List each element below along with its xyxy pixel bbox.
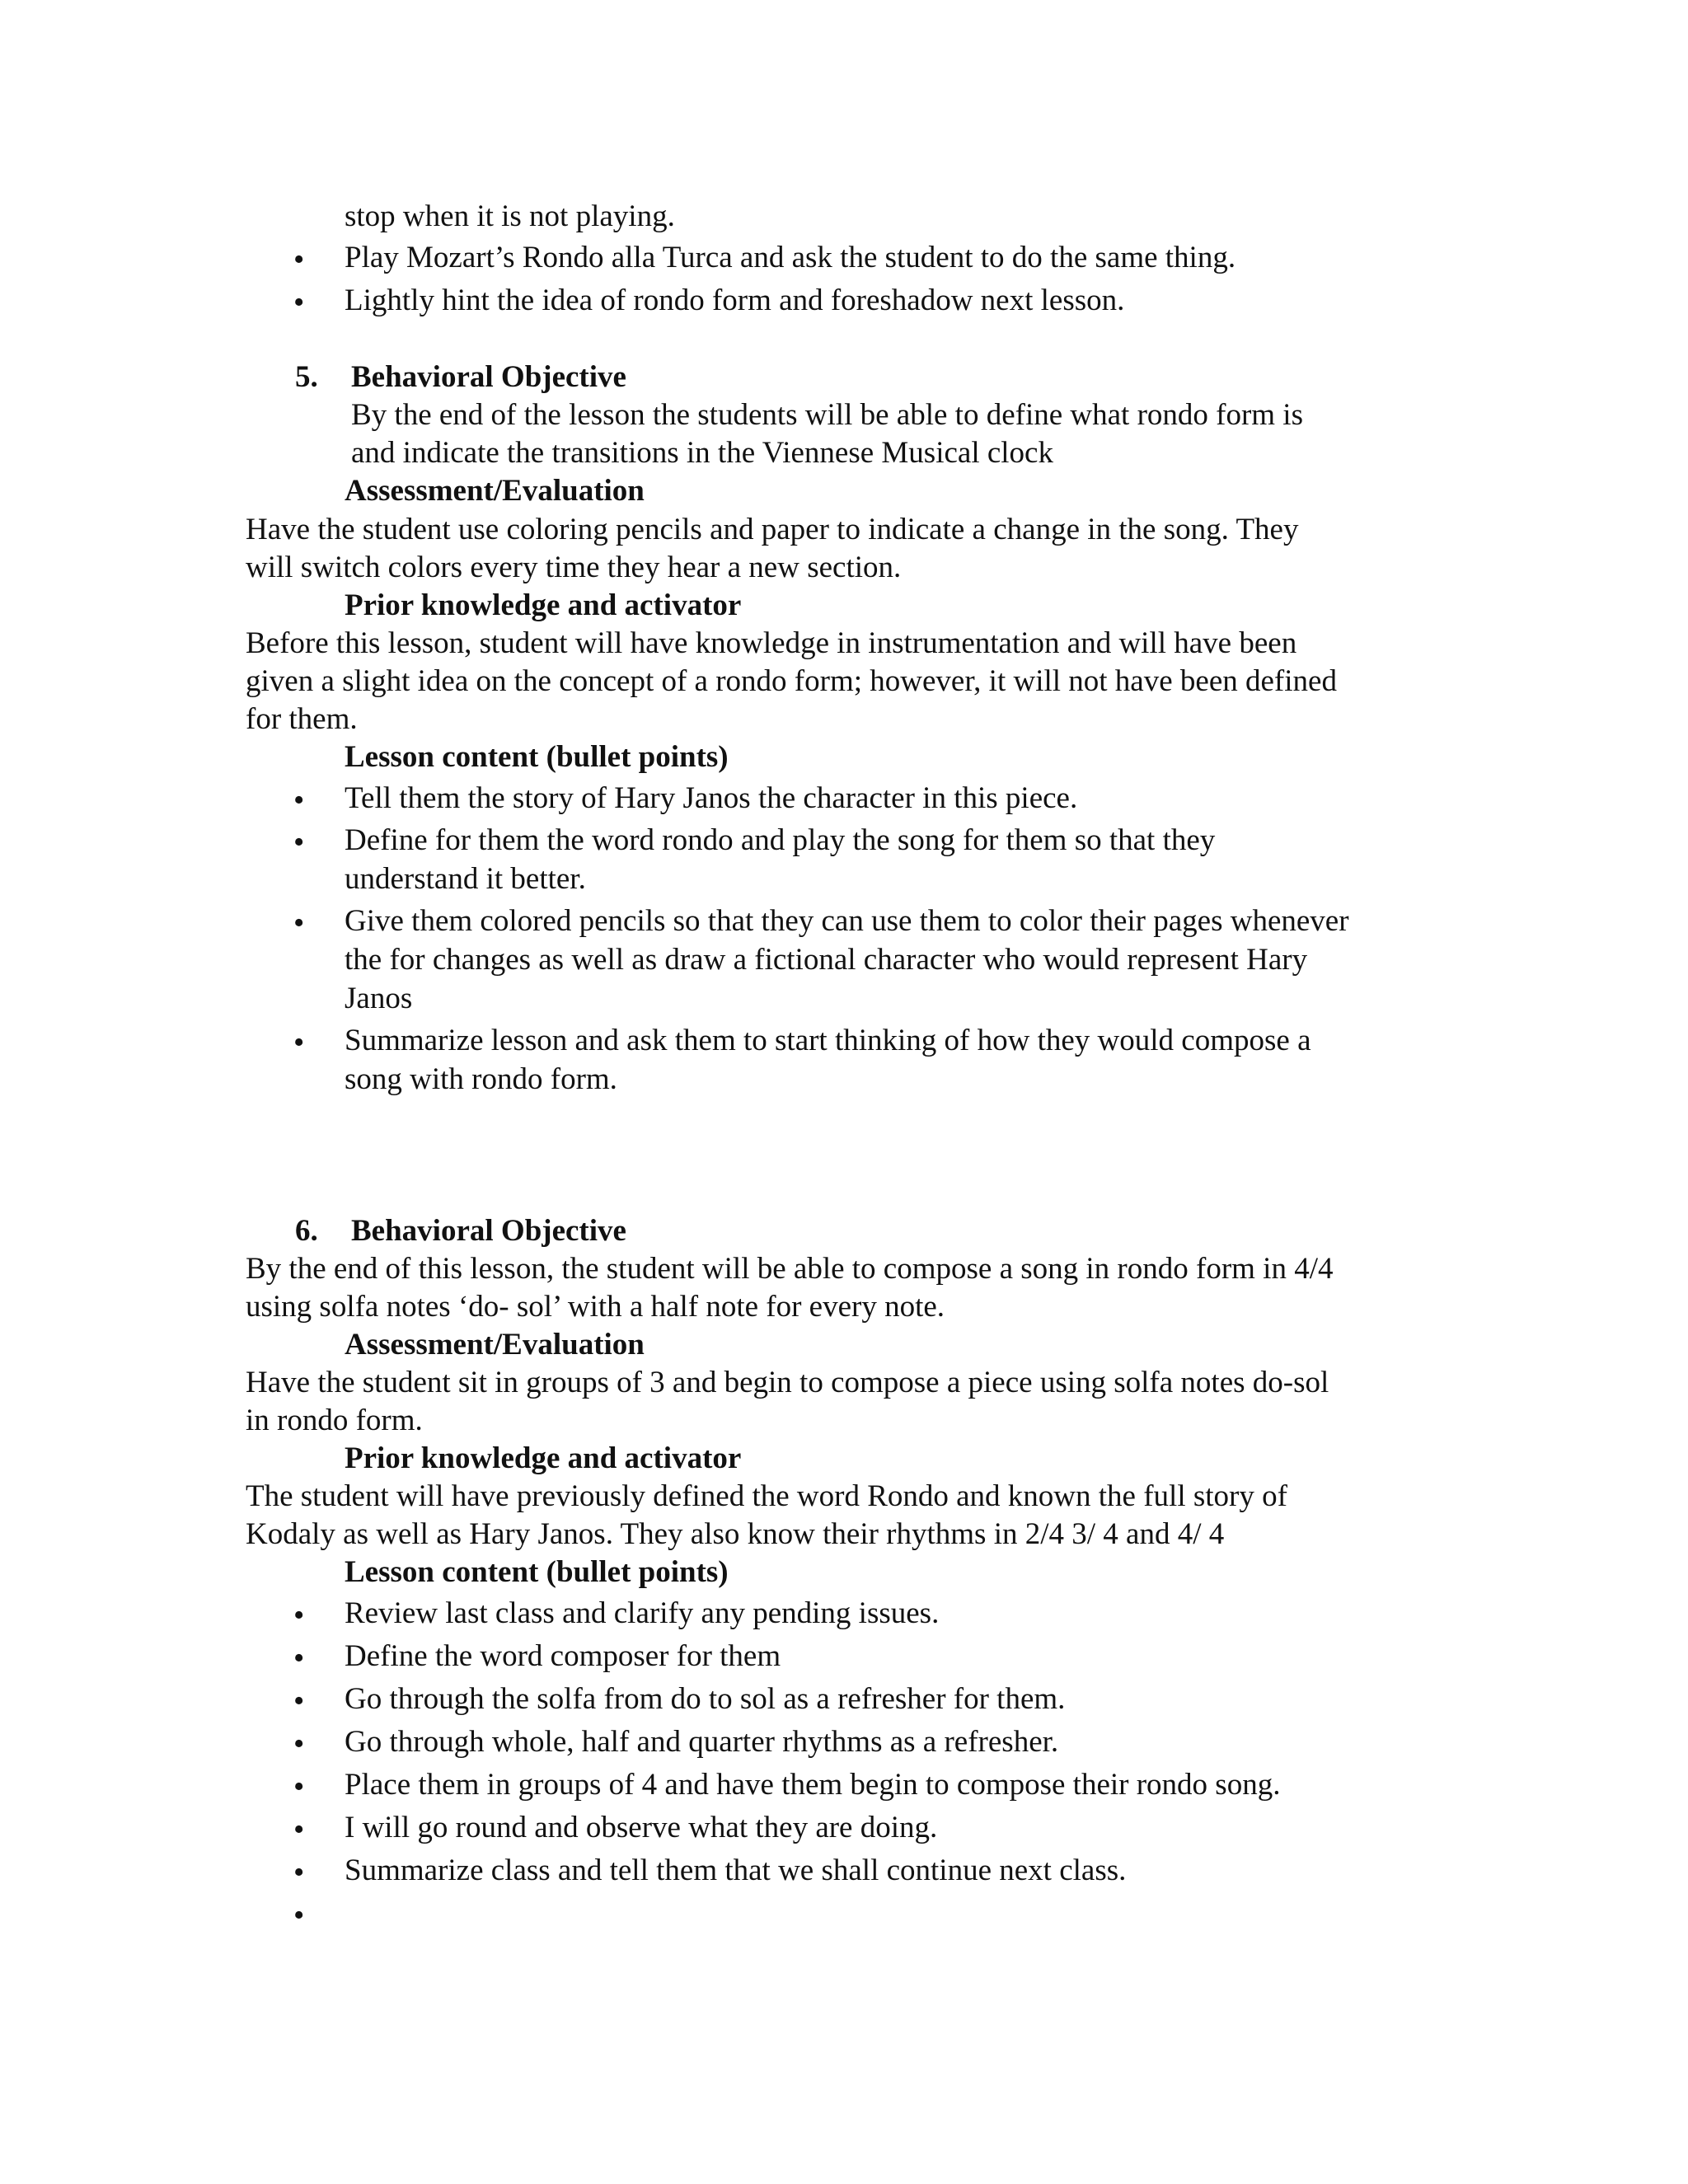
bullet-marker: • bbox=[293, 1855, 305, 1890]
section-heading: Behavioral Objective bbox=[351, 360, 626, 394]
bullet-marker: • bbox=[293, 1769, 305, 1804]
section-number: 5. bbox=[295, 360, 318, 394]
paragraph-line: in rondo form. bbox=[246, 1404, 423, 1437]
paragraph-line: The student will have previously defined the word Rondo and known the full story of bbox=[246, 1479, 1287, 1513]
bullet-marker: • bbox=[293, 1025, 305, 1060]
bullet-marker: • bbox=[293, 783, 305, 818]
list-item: Janos bbox=[345, 982, 413, 1015]
list-item: Tell them the story of Hary Janos the character in this piece. bbox=[345, 781, 1078, 815]
bullet-marker: • bbox=[293, 1812, 305, 1847]
subheading: Prior knowledge and activator bbox=[345, 1441, 742, 1475]
paragraph-line: for them. bbox=[246, 702, 358, 736]
list-item: Summarize class and tell them that we shall continue next class. bbox=[345, 1854, 1127, 1887]
subheading: Assessment/Evaluation bbox=[345, 474, 645, 508]
subheading: Assessment/Evaluation bbox=[345, 1328, 645, 1361]
objective-text: and indicate the transitions in the Viennese Musical clock bbox=[351, 436, 1053, 470]
list-item: I will go round and observe what they are doing. bbox=[345, 1811, 938, 1844]
list-item: Give them colored pencils so that they can use them to color their pages whenever bbox=[345, 904, 1349, 938]
paragraph-line: given a slight idea on the concept of a rondo form; however, it will not have been defined bbox=[246, 664, 1337, 698]
section-heading: Behavioral Objective bbox=[351, 1214, 626, 1248]
bullet-marker: • bbox=[293, 1598, 305, 1633]
paragraph-line: Before this lesson, student will have knowledge in instrumentation and will have been bbox=[246, 626, 1297, 660]
objective-text: By the end of the lesson the students will be able to define what rondo form is bbox=[351, 398, 1303, 432]
continued-line: stop when it is not playing. bbox=[345, 199, 675, 233]
bullet-marker: • bbox=[293, 285, 305, 320]
objective-text: By the end of this lesson, the student will be able to compose a song in rondo form in 4/4 bbox=[246, 1252, 1334, 1286]
list-item: understand it better. bbox=[345, 862, 586, 896]
list-item: Go through the solfa from do to sol as a refresher for them. bbox=[345, 1682, 1066, 1716]
list-item: Summarize lesson and ask them to start thinking of how they would compose a bbox=[345, 1024, 1311, 1057]
list-item: Go through whole, half and quarter rhythms as a refresher. bbox=[345, 1725, 1059, 1759]
subheading: Lesson content (bullet points) bbox=[345, 1555, 729, 1589]
list-item: Review last class and clarify any pending issues. bbox=[345, 1596, 940, 1630]
list-item: Define for them the word rondo and play the song for them so that they bbox=[345, 823, 1216, 857]
paragraph-line: Have the student use coloring pencils and paper to indicate a change in the song. They bbox=[246, 513, 1299, 546]
list-item: the for changes as well as draw a fictional character who would represent Hary bbox=[345, 943, 1308, 977]
subheading: Lesson content (bullet points) bbox=[345, 740, 729, 774]
bullet-marker: • bbox=[293, 242, 305, 277]
list-item: Lightly hint the idea of rondo form and foreshadow next lesson. bbox=[345, 284, 1125, 317]
section-number: 6. bbox=[295, 1214, 318, 1248]
bullet-marker: • bbox=[293, 1684, 305, 1718]
list-item: Place them in groups of 4 and have them begin to compose their rondo song. bbox=[345, 1768, 1281, 1802]
subheading: Prior knowledge and activator bbox=[345, 588, 742, 622]
bullet-marker: • bbox=[293, 1898, 305, 1933]
paragraph-line: Have the student sit in groups of 3 and begin to compose a piece using solfa notes do-sol bbox=[246, 1366, 1329, 1399]
objective-text: using solfa notes ‘do- sol’ with a half note for every note. bbox=[246, 1290, 945, 1324]
paragraph-line: will switch colors every time they hear a new section. bbox=[246, 551, 902, 584]
list-item: Play Mozart’s Rondo alla Turca and ask the student to do the same thing. bbox=[345, 241, 1236, 274]
list-item: Define the word composer for them bbox=[345, 1639, 781, 1673]
paragraph-line: Kodaly as well as Hary Janos. They also know their rhythms in 2/4 3/ 4 and 4/ 4 bbox=[246, 1517, 1225, 1551]
bullet-marker: • bbox=[293, 825, 305, 860]
bullet-marker: • bbox=[293, 906, 305, 940]
bullet-marker: • bbox=[293, 1727, 305, 1761]
list-item: song with rondo form. bbox=[345, 1062, 617, 1096]
bullet-marker: • bbox=[293, 1641, 305, 1675]
